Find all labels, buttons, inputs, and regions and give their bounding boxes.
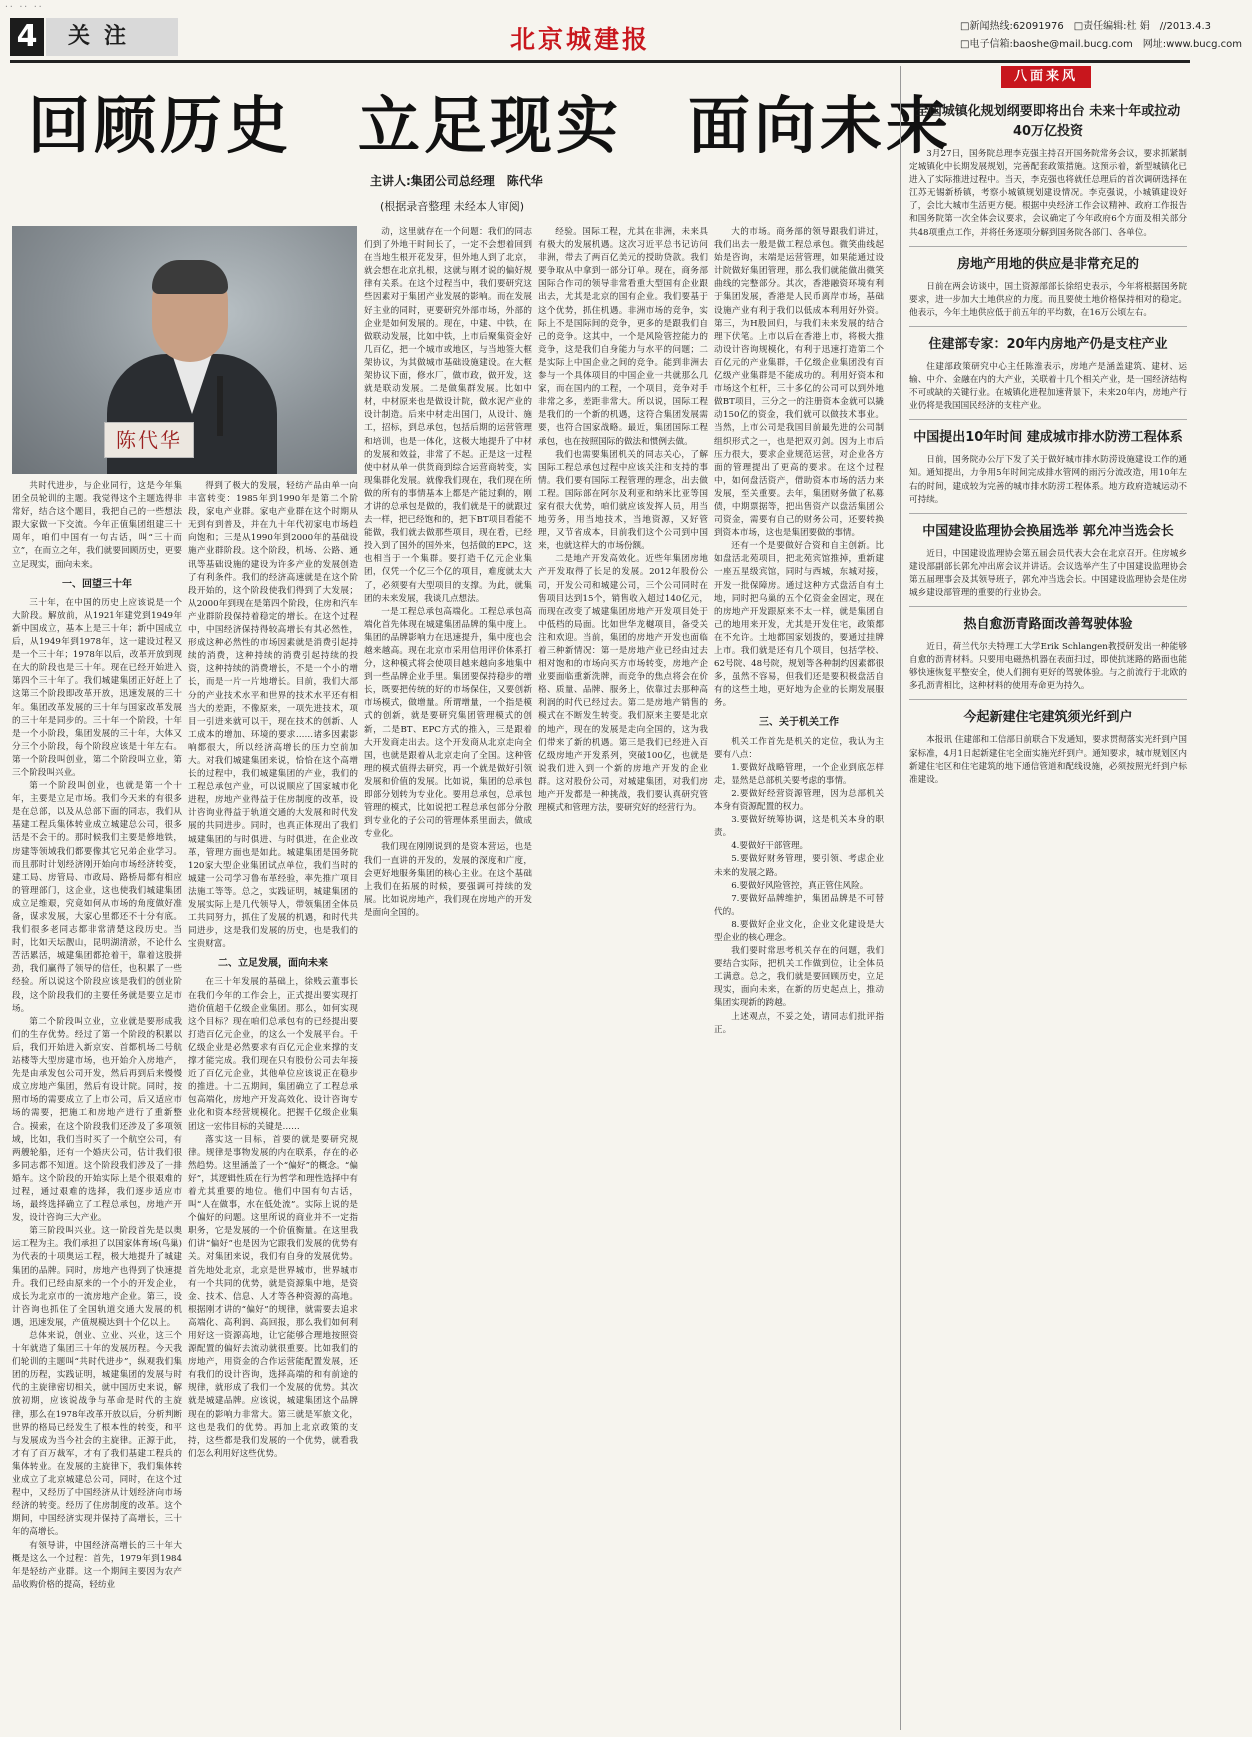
nameplate: 陈代华 <box>104 422 194 458</box>
section-subheading: 一、回望三十年 <box>62 578 132 590</box>
article-paragraph: 经验。国际工程，尤其在非洲，未来具有极大的发展机遇。这次习近平总书记访问非洲，带去了两百亿美元的授助贷款。我们要争取从中拿到一部分订单。现在，商务部国际合作司的领导非常看重大型国有企业跟出去，尤其是北京的国有企业。我们要基于这个优势，抓住机遇。非洲市场的竞争，实际上不是国际间的竞争，更多的是跟我们自己的竞争。这其中，一个是风险管控能力的竞争，这是我们自身能力与水平的问题；二是实际上中国企业之间的竞争。能到非洲去参与一个具体项目的中国企业一共就那么几家，而在国内的工程，一个项目，竞争对手非常之多，差距非常大。所以说，国际工程是我们的一个新的机遇，这符合集团发展需要，也符合国家战略。最近，集团国际工程承包，也在按照国际的做法和惯例去做。 <box>538 227 708 447</box>
section-label: 关注 <box>46 18 178 56</box>
section-subheading: 二、立足发展，面向未来 <box>218 958 328 970</box>
divider <box>909 419 1187 420</box>
masthead: 北京城建报 <box>510 25 651 54</box>
article-column-4 <box>538 226 708 1730</box>
divider <box>909 326 1187 327</box>
header-info <box>960 18 1252 54</box>
sidebar-body: 3月27日，国务院总理李克强主持召开国务院常务会议，要求抓紧制定城镇化中长期发展规划，完善配套政策措施。这预示着，新型城镇化已进入了实际推进过程中。当天，李克强也将就任总理后的首次调研选择在江苏无锡新桥镇，考察小城镇规划建设情况。李克强说，小城镇建设好了，会比大城市生活更方便。根据中央经济工作会议精神、政府工作报告和国务院第一次全体会议要求，会议确定了今年政府6个方面及相关部分共48项重点工作，并将任务逐项分解到国务院各部门、各单位。 <box>909 149 1187 238</box>
sidebar-headline: 房地产用地的供应是非常充足的 <box>956 256 1139 272</box>
sidebar-body: 住建部政策研究中心主任陈淮表示，房地产是涵盖建筑、建材、运输、中介、金融在内的大产业，关联着十几个相关产业，是一国经济结构不可或缺的关键行业。在城镇化进程加速背景下，未来20年内，房地产行业仍将是我国国民经济的支柱产业。 <box>909 361 1187 412</box>
sidebar-headline: 今起新建住宅建筑须光纤到户 <box>963 710 1133 726</box>
divider <box>909 246 1187 247</box>
sidebar-body: 日前，国务院办公厅下发了关于做好城市排水防涝设施建设工作的通知。通知提出，力争用5年时间完成排水管网的雨污分流改造，用10年左右的时间，建成较为完善的城市排水防涝工程体系。地方政府造城运动不可持续。 <box>909 455 1187 505</box>
article-paragraph: 6.要做好风险管控，真正管住风险。 <box>731 880 869 891</box>
article-paragraph: 共时代进步，与企业同行，这是今年集团全员轮训的主题。我觉得这个主题选得非常好，结合这个题目，我把自己的一些想法跟大家做一下交流。今年正值集团组建三十周年，咱们中国有一句古话，叫“三十而立”，在而立之年，我们就要回顾历史，更要立足现实，面向未来。 <box>12 481 182 570</box>
microphone-icon <box>217 376 223 436</box>
sidebar-headline: 热自愈沥青路面改善驾驶体验 <box>963 617 1133 633</box>
article-paragraph: 第三阶段叫兴业。这一阶段首先是以奥运工程为主。我们承担了以国家体育场(鸟巢)为代表的十项奥运工程，极大地提升了城建集团的品牌。同时，房地产也得到了快速提升。我们已经由原来的一个小的开发企业，成长为北京市的一流房地产企业。第三，设计咨询也抓住了全国轨道交通大发展的机遇，迅速发展，产值规模达到十个亿以上。 <box>12 1226 182 1328</box>
divider <box>909 699 1187 700</box>
article-paragraph: 1.要做好战略管理，一个企业到底怎样走，显然是总部机关要考虑的事情。 <box>714 762 884 786</box>
article-column-3 <box>364 226 532 1730</box>
article-paragraph: 4.要做好干部管理。 <box>731 841 809 852</box>
sidebar-headline: 住建部专家：20年内房地产仍是支柱产业 <box>928 336 1168 352</box>
page-number: 4 <box>10 18 44 56</box>
article-paragraph: 三十年，在中国的历史上应该说是一个大阶段。解放前，从1921年建党到1949年新中国成立，基本上是三十年；新中国成立后，从1949年到1978年，这一建设过程又是一个三十年；1978年以后，改革开放到现在大的阶段也是三十年。现在已经开始进入第四个三十年了。我们城建集团正好赶上了这第三个阶段即改革开放，迅速发展的三十年。集团改革发展的三十年与国家改革发展的三十年是同步的。三十年一个阶段，十年是一个小阶段，集团发展的三十年，大体又分三个小阶段，每个阶段应该是十年左右。第一个阶段叫创业，第二个阶段叫立业，第三个阶段叫兴业。 <box>12 597 182 778</box>
print-marks: ·· ·· ·· <box>4 2 43 11</box>
sidebar-headline: 全国城镇化规划纲要即将出台 未来十年或拉动40万亿投资 <box>915 104 1181 139</box>
article-column-2 <box>188 480 358 1730</box>
divider <box>909 513 1187 514</box>
main-headline: 回顾历史 立足现实 面向未来 <box>28 89 953 162</box>
article-column-1 <box>12 480 182 1730</box>
page-header <box>10 16 1243 63</box>
article-paragraph: 还有一个是要做好合资和自主创新。比如盘活北苑项目，把北苑宾馆推掉，重新建一座五星级宾馆，同时与西城，东城对接，开发一批保障房。通过这种方式盘活自有土地，同时把乌巢的五个亿资金金固定，现在的房地产开发跟原来不太一样，就是集团自己的地用来开发，尤其是开发住宅，政策都在不允许。土地都国家划拨的，要通过挂牌上市。我们就是还有几个项目，包括学校、62号院、48号院，规划等各种制约因素都很多，虽然不容易，但我们还是要积极盘活自有的这些土地，更好地为企业的长期发展服务。 <box>714 541 884 709</box>
hotline: □新闻热线:62091976 <box>960 21 1064 32</box>
sidebar-tag: 八面来风 <box>1001 66 1091 88</box>
article-paragraph: 5.要做好财务管理，要引领、考虑企业未来的发展之路。 <box>714 854 884 878</box>
sidebar-headline: 中国提出10年时间 建成城市排水防涝工程体系 <box>913 430 1183 446</box>
article-paragraph: 我们要时常思考机关存在的问题，我们要结合实际，把机关工作做到位，让全体员工满意。总之，我们就是要回顾历史，立足现实，面向未来，在新的历史起点上，推动集团实现新的跨越。 <box>714 946 884 1009</box>
article-paragraph: 8.要做好企业文化，企业文化建设是大型企业的核心理念。 <box>714 919 884 943</box>
article-paragraph: 一是工程总承包高端化。工程总承包高端化首先体现在城建集团品牌的集中度上。集团的品牌影响力在迅速提升，集中度也会越来越高。现在北京市采用信用评价体系打分，这种模式将会使项目越来越向多地集中到一些品牌企业手里。集团要保持稳步的增长，既要把传统的好的市场保住，又要创新市场模式，做增量。所谓增量，一个指是模式的创新，就是要研究集团管理模式的创新，二是BT、EPC方式的推入，三是跟着大开发商走出去。这个开发商从北京走向全国，也就是跟着从北京走向了全国。这种管理的模式值得去研究，再一个就是做好引领发展和价值的发展。比如说，集团的总承包即部分划转为专业化。要用总承包，总承包管理的模式，比如说把工程总承包部分分散到专业化的子公司的管理体系里面去，做成专业化。 <box>364 606 532 840</box>
article-paragraph: 有领导讲，中国经济高增长的三十年大概是这么一个过程：首先，1979年到1984年是轻纺产业群。这一个期间主要因为农产品收购价格的提高，轻纺业 <box>12 1540 182 1590</box>
article-paragraph: 我们现在刚刚说到的是资本营运，也是我们一直讲的开发的，发展的深度和广度，会更好地服务集团的核心主业。在这个基础上我们在拓展的时候，要强调可持续的发展。比如说房地产，我们现在房地产的开发是面向全国的。 <box>364 842 532 918</box>
article-paragraph: 得到了极大的发展，轻纺产品由单一向丰富转变：1985年到1990年是第二个阶段，家电产业群。家电产业群在这个时期从无到有到普及，并在九十年代初家电市场趋向饱和；三是从1990年到2000年的基础设施产业群阶段。这个阶段，机场、公路、通讯等基础设施的建设为许多产业的发展创造了有利条件。我们的经济高速就是在这个阶段开始的，这个阶段使我们得到了大发展；从2000年到现在是第四个阶段，住房和汽车产业群阶段保持着稳定的增长。在这个过程中，中国经济保持得较高增长有其必然性，形成这种必然性的市场因素就是消费引起持续的消费，这种持续的消费引起持续的投资，这种持续的消费增长，不是一个小的增长，而是一片一片地增长。目前，我们大部分的产业技术水平和世界的技术水平还有相当大的差距，不像原来，一项先进技术，项目一引进来就可以干，现在技术的创新、人工成本的增加、环境的要求……诸多因素影响都很大，所以经济高增长的压力空前加大。对我们城建集团来说，恰恰在这个高增长的过程中，我们城建集团的产业，我们的工程总承包产业，可以说顺应了国家城市化进程，房地产业得益于住房制度的改革，设计咨询业得益于轨道交通的大发展和时代发展的共同进步。同时，也真正体现出了我们城建集团的与时俱进、与时俱进，在企业改革，管理方面也是如此。城建集团是国务院120家大型企业集团试点单位，我们当时的城建一公司学习鲁布革经验，率先推广项目法施工等等。总之，实践证明，城建集团的发展实际上是几代领导人，带领集团全体员工共同努力，抓住了发展的机遇，和时代共同进步，这是我们发展的历史，也是我们的宝贵财富。 <box>188 481 358 950</box>
article-paragraph: 上述观点，不妥之处，请同志们批评指正。 <box>714 1011 884 1035</box>
sidebar-body: 近日，中国建设监理协会第五届会员代表大会在北京召开。住房城乡建设部副部长郭允冲出席会议并讲话。会议选举产生了中国建设监理协会第五届理事会及其领导班子，郭允冲当选会长。中国建设监理协会是住房城乡建设部管理的重要的行业协会。 <box>909 548 1187 598</box>
divider <box>909 606 1187 607</box>
sidebar-headline: 中国建设监理协会换届选举 郭允冲当选会长 <box>922 523 1174 539</box>
article-column-5 <box>714 226 884 1730</box>
article-paragraph: 落实这一目标，首要的就是要研究规律。规律是事物发展的内在联系，存在的必然趋势。这里涵盖了一个“偏好”的概念。“偏好”，其逻辑性质在行为哲学和理性选择中有着尤其重要的地位。他们中国有句古话，叫“人在做事，水在低处流”。实际上说的是个偏好的问题。这里所说的商业并不一定指职务，它是发展的一个价值衡量。在这里我们讲“偏好”也是因为它跟我们发展的优势有关。对集团来说，我们有自身的发展优势。首先地处北京，北京是世界城市，世界城市有一个共同的优势，就是资源集中地，是资金、技术、信息、人才等各种资源的高地。根据刚才讲的“偏好”的规律，就需要去追求高端化、高利润、高回报，那么我们如何利用好这一资源高地，让它能够合理地按照资源配置的偏好去流动就很重要。比如我们的房地产，用资金的合作运营能配置发展，还有我们的设计咨询，选择高端的和有前途的规律，就形成了我们一个发展的优势。其次就是城建品牌。应该说，城建集团这个品牌现在的影响力非常大。第三就是军旅文化，这也是我们的优势。再加上北京政策的支持，这些都是我们发展的一个优势，就看我们怎么利用好这些优势。 <box>188 1134 358 1459</box>
article-paragraph: 第二个阶段叫立业，立业就是要形成我们的生存优势。经过了第一个阶段的积累以后，我们开始进入新京安、首都机场二号航站楼等大型房建市场，也开始介入房地产，先是由承发包公司开发，然后再到后来慢慢成立房地产集团，然后有设计院。同时，按照市场的需要成立了上市公司，后又适应市场的需要，把施工和房地产进行了重新整合。摸索，在这个阶段我们还涉及了多项领域，比如，我们当时买了一个航空公司，有两艘轮船，还有一个婚庆公司，估计我们很多同志都不知道。这个阶段我们涉及了一排婚车。这个阶段的开始实际上是个很艰难的过程，通过艰难的选择，我们逐步适应市场，最终选择确立了工程总承包，房地产开发，设计咨询三大产业。 <box>12 1016 182 1224</box>
speaker-byline: 主讲人:集团公司总经理 陈代华 <box>370 174 543 188</box>
website: 网址:www.bucg.com <box>1142 39 1243 50</box>
article-paragraph: 大的市场。商务部的领导跟我们讲过，我们出去一般是做工程总承包。微笑曲线起始是咨询，末端是运营管理，如果能通过设计院做好集团管理，那么我们就能做出微笑曲线的完整部分。其次，香港融资环境有利于集团发展，香港是人民币离岸市场，基础设施产业有利于我们以低成本利用好外资。第三，为H股回归，与我们未来发展的结合理下伏笔。上市以后在香港上市，将极大推动设计咨询规模化，有利于迅速打造第二个百亿元的产业集群，千亿级企业集团没有百亿级产业集群是不能成功的。利用好资本和市场这个杠杆，三十多亿的公司可以到外地做BT项目，三分之一的注册资本金就可以撬动150亿的资金，我们就可以做技术事业。当然，上市公司是我国目前最先进的公司制组织形式之一，也是把双刃剑。因为上市后压力很大，要求企业规范运营，对企业各方面的管理提出了更高的要求。在这个过程中，如何盘活资产，借助资本市场的活力来发展，至关重要。去年，集团财务做了私募债，中期票据等，把出售资产以盘活集团公司资金，需要有自己的财务公司，还要转换到资本市场，这也是集团要做的事情。 <box>714 227 884 539</box>
transcript-note: (根据录音整理 未经本人审阅) <box>380 200 525 213</box>
email: □电子信箱:baoshe@mail.bucg.com <box>960 39 1133 50</box>
sidebar-body: 本报讯 住建部和工信部日前联合下发通知，要求贯彻落实光纤到户国家标准，4月1日起新建住宅全面实施光纤到户。通知要求，城市规划区内新建住宅区和住宅建筑的地下通信管道和配线设施，必须按照光纤到户标准建设。 <box>909 735 1187 785</box>
article-paragraph: 在三十年发展的基础上，徐贱云董事长在我们今年的工作会上，正式提出要实现打造价值超千亿级企业集团。那么，如何实现这个目标？现在咱们总承包有的已经提出要打造百亿元企业，的这么一个发展平台。千亿级企业是必然要求有百亿元企业来撑的支撑才能完成。我们现在只有股份公司去年接近了百亿元企业，其他单位应该说正在稳步的推进。十二五期间，集团确立了工程总承包高端化，房地产开发高效化、设计咨询专业化和资本经营规模化。把握千亿级企业集团这一宏伟目标的关键是…… <box>188 977 358 1132</box>
issue-date: //2013.4.3 <box>1159 21 1211 32</box>
article-paragraph: 二是地产开发高效化。近些年集团房地产开发取得了长足的发展。2012年股份公司，开发公司和城建公司，三个公司同时在售项目达到15个，销售收入超过140亿元，而现在改变了城建集团房地产开发项目处于中低档的局面。比如世华龙樾项目，备受关注和欢迎。当前，集团的房地产开发也面临着三种新情况：第一是房地产业已经由过去相对饱和的市场向买方市场转变，房地产企业要面临重新洗牌，而竞争的焦点将会在价格、质量、品牌、服务上，依靠过去那种高利润的时代已经过去。第二是房地产销售的模式在不断发生转变。我们原来主要是北京的地产，现在的发展是走向全国的，这为我们带来了新的机遇。第三是我们已经进入百亿级房地产开发系列，突破100亿，也就是说我们进入到一个新的房地产开发的企业群。这对股份公司，对城建集团，对我们房地产开发都是一种挑战，我们要认真研究管理模式和管理方法，要研究好的经营行为。 <box>538 554 708 814</box>
article-paragraph: 7.要做好品牌维护，集团品牌是不可替代的。 <box>714 893 884 917</box>
article-paragraph: 3.要做好统筹协调，这是机关本身的职责。 <box>714 815 884 839</box>
article-paragraph: 动，这里就存在一个问题：我们的同志们到了外地干时间长了，一定不会想着回到在当地生根开花发芽，但外地人到了北京，就会想在北京扎根，这就与刚才说的偏好规律有关系。在这个过程当中，我们要研究这些因素对于集团产业发展的影响。而在发展好主业的同时，更要研究外部市场，外部的企业是如何发展的。现在，中建、中铁，在做联动发展，比如中铁，上市后聚集资金好几百亿，把一个城市或地区，与当地签大框架协议，为其做城市基础设施建设。在大框架协议下面，修水厂，做市政，做开发，这就是联动发展。二是做集群发展。比如中材，中材原来也是做设计院，做水泥产业的设计制造。后来中材走出国门，从设计、施工，招标，到总承包，包括后期的运营管理和培训，也是一体化，这极大地提升了中材的发展和效益，非常了不起。正是这一过程使中材从单一供货商到综合运营商转变，实现集群化发展。就像我们现在，我们现在所做的所有的事情基本上都是产能过剩的，刚才讲的总承包是做的，我们就是干的就跟过去一样，把已经饱和的，把下BT项目看能不能做，我们就去做那些项目，现在看，已经投入到了国外的国外来，包括做的EPC，这也相当于一个集群。要打造千亿元企业集团，仅凭一个亿三个亿的项目，难度就太大了，必须要有大型项目的支撑。为此，就集团的未来发展，我谈几点想法。 <box>364 227 532 604</box>
article-paragraph: 第一个阶段叫创业，也就是第一个十年，主要是立足市场。我们今天来的有很多是在总部，以及从总部下面的同志，我们从基建工程兵集体转业成立城建总公司，很多活是不会干的。那时候我们主要是修地铁，房建等领域我们都要像其它兄弟企业学习。而且那时计划经济刚开始向市场经济转变，建工局、房管局、市政局、路桥局都有相应的管理部门，这企业，这也使我们城建集团成立足维艰，究竟如何从市场的角度做好准备，谋求发展，大家心里都还不十分有底。我们很多老同志都非常清楚这段历史。当时，比如天坛靓山，昆明湖清淤，不论什么苦活累活，城建集团都抢着干，靠着这股拼劲，我们赢得了领导的信任，也积累了一些经验。所以说这个阶段应该是我们的创业阶段，这个阶段我们的主要任务就是要立足市场。 <box>12 781 182 1014</box>
speaker-photo <box>12 226 357 474</box>
section-subheading: 三、关于机关工作 <box>759 717 839 729</box>
news-sidebar <box>900 66 1192 1730</box>
sidebar-body: 近日，荷兰代尔夫特理工大学Erik Schlangen教授研发出一种能够自愈的沥青材料。只要用电磁热机器在表面扫过，即使抗迷路的路面也能够快速恢复平整安全，使人们拥有更好的驾驶体验。与之前流行于北欧的多孔沥青相比，这种材料的使用寿命更为持久。 <box>909 642 1187 692</box>
article-paragraph: 机关工作首先是机关的定位，我认为主要有八点： <box>714 736 884 760</box>
editor: □责任编辑:杜 娟 <box>1073 21 1150 32</box>
article-paragraph: 我们也需要集团机关的同志关心，了解国际工程总承包过程中应该关注和支持的事情。我们要有国际工程管理的理念，出去做工程。国际部在阿尔及利亚和纳米比亚等国家有很大优势，咱们就应该发挥人员，用当地劳务，用当地技术，当地资源，又好管理，又节省成本，目前我们这个公司到中国来，也就这样大的市场份额。 <box>538 449 708 552</box>
sidebar-body: 日前在两会访谈中，国土资源部部长徐绍史表示，今年将根据国务院要求，进一步加大土地供应的力度。而且要使土地价格保持相对的稳定。他表示，今年土地供应低于前五年的平均数，在16万公顷左右。 <box>909 281 1187 318</box>
sidebar-items <box>909 94 1187 787</box>
article-paragraph: 2.要做好经营资源管理，因为总部机关本身有资源配置的权力。 <box>714 788 884 813</box>
article-paragraph: 总体来说，创业、立业、兴业，这三个十年就造了集团三十年的发展历程。今天我们轮训的主题叫“共时代进步”，纵观我们集团的历程，实践证明，城建集团的发展与时代的主旋律密切相关，就中国历史来说，解放初期，应该说战争与革命是时代的主旋律，那么在1978年改革开放以后，分析判断世界的格局已经发生了根本性的转变，和平与发展成为当今社会的主旋律。正源于此，才有了百万裁军，才有了我们基建工程兵的集体转业。在发展的主旋律下，我们集体转业成立了北京城建总公司，同时，在这个过程中，又经历了中国经济从计划经济向市场经济的转变。经历了住房制度的改革。这个期间，中国经济实现并保持了高增长，三十年的高增长。 <box>12 1331 182 1538</box>
